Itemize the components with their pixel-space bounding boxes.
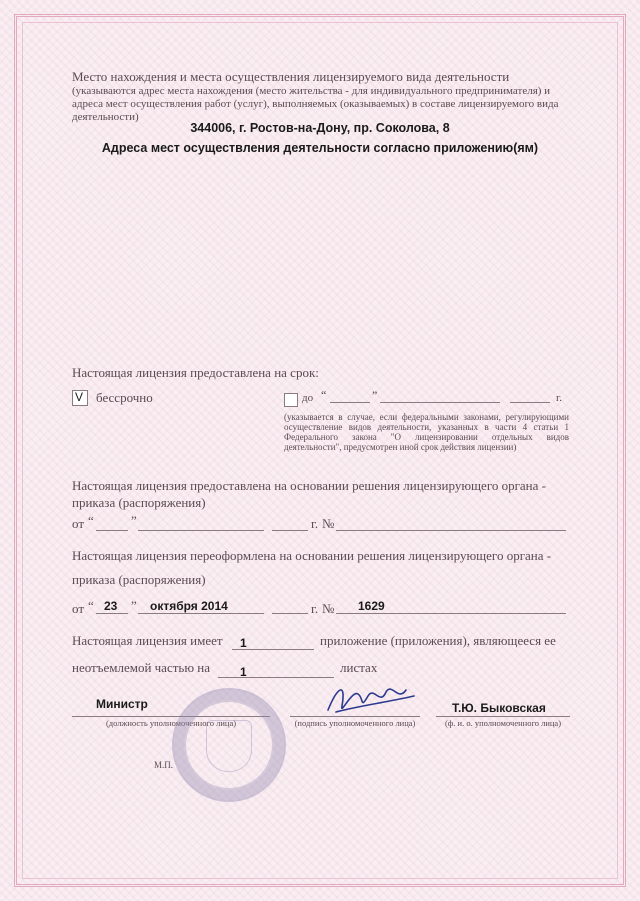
until-checkbox [284,393,298,407]
license-address: 344006, г. Ростов-на-Дону, пр. Соколова, 8 [190,121,450,135]
granted-quote-close: ” [131,513,137,528]
reissued-day-line [96,613,128,614]
until-quote-open: “ [321,388,327,402]
annex-count-line [232,649,314,650]
name-caption: (ф. и. о. уполномоченного лица) [444,718,562,728]
annex-text-prefix: Настоящая лицензия имеет [72,633,223,648]
reissued-month-line [138,613,264,614]
reissued-number-line [336,613,566,614]
granted-number-label: № [322,516,335,531]
reissued-text-1: Настоящая лицензия переоформлена на основании решения лицензирующего органа - [72,548,552,563]
granted-number-line [336,530,566,531]
annex-sheets: 1 [240,665,247,679]
position-caption: (должность уполномоченного лица) [105,718,237,728]
until-quote-close: ” [372,388,378,402]
reissued-number-label: № [322,601,335,616]
granted-text-1: Настоящая лицензия предоставлена на основании решения лицензирующего органа - [72,478,546,493]
location-title: Место нахождения и места осуществления лицензируемого вида деятельности [72,69,510,84]
official-seal [172,688,286,802]
signature-line [290,716,420,717]
check-mark: V [75,390,84,404]
reissued-quote-close: ” [131,598,137,613]
until-note: (указывается в случае, если федеральными законами, регулирующими осуществление видов деятельности, указанных в части 4 статьи 1 Федерального закона "О лицензировании отдельных видов деятельности", предусмотрен иной срок действия лицензии) [284,412,569,452]
reissued-year-line [272,613,308,614]
reissued-quote-open: “ [88,598,94,613]
until-month-line [380,402,500,403]
annex-sheets-line [218,677,334,678]
reissued-year-label: г. [311,601,319,616]
name-line [436,716,570,717]
granted-text-2: приказа (распоряжения) [72,495,206,510]
annex-sheets-label: листах [340,660,378,675]
sign-caption: (подпись уполномоченного лица) [294,718,416,728]
seal-emblem [206,720,252,772]
stamp-place-label: М.П. [154,760,174,770]
until-year-suffix: г. [556,392,563,404]
location-note: (указываются адрес места нахождения (место жительства - для индивидуального предпринимателя) и адреса мест осуществления работ (услуг), выполняемых (оказываемых) в составе лицензируемого вида деятельности) [72,85,559,123]
granted-quote-open: “ [88,513,94,528]
signer-position: Министр [96,697,148,711]
signer-name: Т.Ю. Быковская [452,701,546,715]
annex-count: 1 [240,636,247,650]
reissued-from-label: от [72,601,85,616]
unlimited-label: бессрочно [96,390,153,405]
granted-year-line [272,530,308,531]
unlimited-checkbox [72,390,88,406]
granted-month-line [138,530,264,531]
granted-day-line [96,530,128,531]
reissued-number: 1629 [358,599,385,613]
granted-from-label: от [72,516,85,531]
until-day-line [330,402,370,403]
annex-text-suffix: приложение (приложения), являющееся ее [320,633,556,648]
location-block [72,70,572,124]
reissued-text-2: приказа (распоряжения) [72,572,206,587]
reissued-month-year: октября 2014 [150,599,228,613]
reissued-day: 23 [104,599,118,613]
until-year-line [510,402,550,403]
addresses-note: Адреса мест осуществления деятельности согласно приложению(ям) [101,141,539,155]
granted-year-label: г. [311,516,319,531]
until-prefix: до [302,392,314,404]
term-label: Настоящая лицензия предоставлена на срок: [72,365,319,380]
annex-text-2: неотъемлемой частью на [72,660,211,675]
